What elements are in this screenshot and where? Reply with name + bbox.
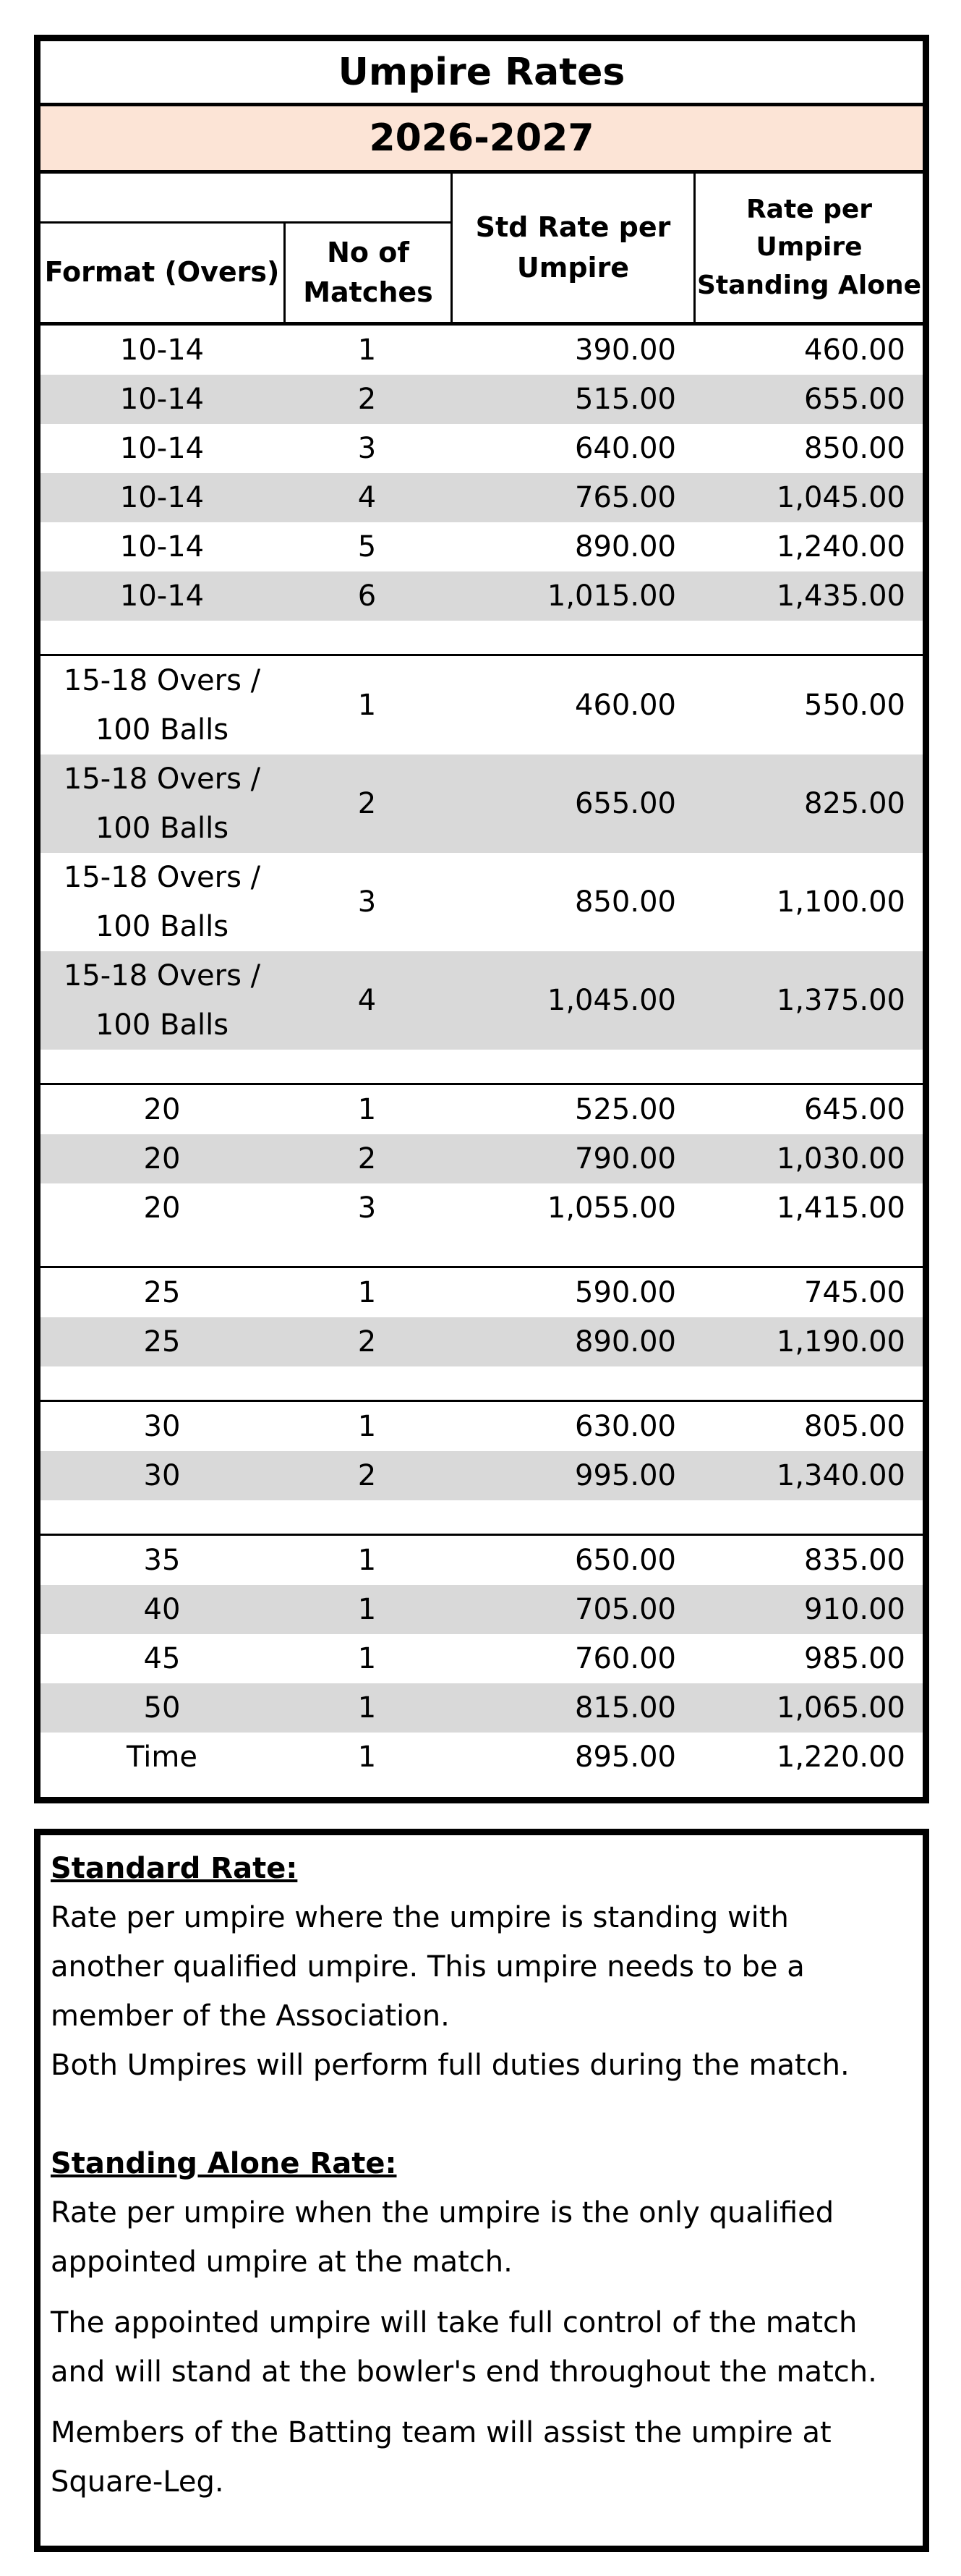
std-rate-cell: 1,055.00: [547, 1191, 676, 1225]
table-row: [40, 1634, 923, 1683]
matches-cell: 4: [357, 481, 377, 514]
table-row: [40, 1536, 923, 1585]
table-row: [40, 1733, 923, 1782]
header-vline-2: [450, 174, 453, 322]
alone-rate-cell: 745.00: [804, 1276, 905, 1309]
format-cell: 20: [143, 1191, 181, 1225]
alone-rate-cell: 1,435.00: [776, 579, 905, 613]
format-cell: 40: [143, 1593, 181, 1626]
matches-cell: 1: [357, 1593, 377, 1626]
format-cell: 15-18 Overs / 100 Balls: [63, 762, 261, 845]
std-rate-cell: 790.00: [575, 1142, 676, 1176]
std-rate-cell: 460.00: [575, 689, 676, 722]
table-row: [40, 424, 923, 473]
std-rate-cell: 1,045.00: [547, 984, 676, 1017]
rate-notes: [34, 1829, 929, 2552]
alone-rate-cell: 1,240.00: [776, 530, 905, 564]
std-rate-cell: 390.00: [575, 333, 676, 367]
header-alone-rate: Rate per Umpire Standing Alone: [696, 195, 922, 300]
std-rate-cell: 1,015.00: [547, 579, 676, 613]
header-vline-3: [693, 174, 696, 322]
alone-rate-cell: 1,375.00: [776, 984, 905, 1017]
matches-cell: 2: [357, 383, 377, 416]
std-rate-cell: 655.00: [575, 787, 676, 820]
table-row: [40, 1402, 923, 1451]
alone-rate-cell: 1,100.00: [776, 885, 905, 919]
std-rate-cell: 650.00: [575, 1544, 676, 1577]
alone-rate-cell: 1,045.00: [776, 481, 905, 514]
table-row: [40, 951, 923, 1050]
header-vline-1: [283, 221, 286, 322]
alone-rate-cell: 805.00: [804, 1410, 905, 1443]
format-cell: 20: [143, 1093, 181, 1126]
matches-cell: 1: [357, 1691, 377, 1725]
format-cell: 15-18 Overs / 100 Balls: [63, 959, 261, 1042]
matches-cell: 1: [357, 1093, 377, 1126]
standing-alone-heading: Standing Alone Rate:: [51, 2147, 397, 2180]
full-control-line: and will stand at the bowler's end throughout the match.: [51, 2355, 877, 2389]
batting-team-line: Members of the Batting team will assist the umpire at: [51, 2416, 832, 2449]
std-rate-cell: 525.00: [575, 1093, 676, 1126]
format-cell: 25: [143, 1325, 181, 1359]
format-cell: 35: [143, 1544, 181, 1577]
standard-rate-line: another qualified umpire. This umpire needs to be a: [51, 1950, 805, 1984]
table-row: [40, 1451, 923, 1500]
table-row: [40, 375, 923, 424]
alone-rate-cell: 460.00: [804, 333, 905, 367]
batting-team-line: Square-Leg.: [51, 2465, 224, 2499]
alone-rate-cell: 1,415.00: [776, 1191, 905, 1225]
header-std-rate: Std Rate per Umpire: [475, 211, 671, 284]
format-cell: 30: [143, 1459, 181, 1492]
format-cell: 15-18 Overs / 100 Balls: [63, 664, 261, 747]
standard-rate-line: Both Umpires will perform full duties during the match.: [51, 2049, 850, 2082]
alone-rate-cell: 1,220.00: [776, 1740, 905, 1774]
matches-cell: 2: [357, 787, 377, 820]
alone-rate-cell: 910.00: [804, 1593, 905, 1626]
alone-rate-cell: 825.00: [804, 787, 905, 820]
std-rate-cell: 995.00: [575, 1459, 676, 1492]
format-cell: 10-14: [119, 579, 205, 613]
std-rate-cell: 850.00: [575, 885, 676, 919]
group-separator: [40, 621, 923, 656]
std-rate-cell: 705.00: [575, 1593, 676, 1626]
group-separator: [40, 1050, 923, 1085]
alone-rate-cell: 1,190.00: [776, 1325, 905, 1359]
matches-cell: 2: [357, 1142, 377, 1176]
standing-alone-line: Rate per umpire when the umpire is the only qualified: [51, 2196, 834, 2229]
matches-cell: 5: [357, 530, 377, 564]
format-cell: 10-14: [119, 383, 205, 416]
std-rate-cell: 590.00: [575, 1276, 676, 1309]
table-row: [40, 1585, 923, 1634]
table-row: [40, 326, 923, 375]
season-band: 2026-2027: [40, 106, 923, 174]
std-rate-cell: 515.00: [575, 383, 676, 416]
alone-rate-cell: 1,065.00: [776, 1691, 905, 1725]
std-rate-cell: 895.00: [575, 1740, 676, 1774]
format-cell: 20: [143, 1142, 181, 1176]
group-separator: [40, 1366, 923, 1402]
table-row: [40, 1134, 923, 1183]
format-cell: 45: [143, 1642, 181, 1675]
standard-rate-heading: Standard Rate:: [51, 1852, 298, 1885]
std-rate-cell: 890.00: [575, 1325, 676, 1359]
format-cell: 50: [143, 1691, 181, 1725]
matches-cell: 1: [357, 1740, 377, 1774]
group-separator: [40, 1500, 923, 1536]
format-cell: 10-14: [119, 432, 205, 465]
table-row: [40, 571, 923, 621]
header-format: Format (Overs): [44, 256, 280, 289]
format-cell: 15-18 Overs / 100 Balls: [63, 861, 261, 943]
alone-rate-cell: 850.00: [804, 432, 905, 465]
format-cell: 10-14: [119, 530, 205, 564]
standard-rate-line: member of the Association.: [51, 1999, 450, 2033]
std-rate-cell: 760.00: [575, 1642, 676, 1675]
format-cell: 10-14: [119, 481, 205, 514]
table-row: [40, 1183, 923, 1233]
std-rate-cell: 640.00: [575, 432, 676, 465]
full-control-line: The appointed umpire will take full control of the match: [51, 2306, 858, 2339]
alone-rate-cell: 1,340.00: [776, 1459, 905, 1492]
matches-cell: 1: [357, 1544, 377, 1577]
table-title: Umpire Rates: [40, 41, 923, 106]
table-row: [40, 522, 923, 571]
std-rate-cell: 815.00: [575, 1691, 676, 1725]
matches-cell: 1: [357, 689, 377, 722]
format-cell: 25: [143, 1276, 181, 1309]
table-row: [40, 473, 923, 522]
table-row: [40, 1085, 923, 1134]
table-row: [40, 1683, 923, 1733]
alone-rate-cell: 550.00: [804, 689, 905, 722]
umpire-rates-table: [34, 35, 929, 1803]
format-cell: 10-14: [119, 333, 205, 367]
matches-cell: 3: [357, 1191, 377, 1225]
table-body: [40, 326, 923, 1782]
std-rate-cell: 630.00: [575, 1410, 676, 1443]
matches-cell: 1: [357, 1276, 377, 1309]
format-cell: 30: [143, 1410, 181, 1443]
std-rate-cell: 765.00: [575, 481, 676, 514]
std-rate-cell: 890.00: [575, 530, 676, 564]
alone-rate-cell: 655.00: [804, 383, 905, 416]
standard-rate-line: Rate per umpire where the umpire is standing with: [51, 1901, 789, 1934]
table-row: [40, 1268, 923, 1317]
header-matches: No of Matches: [303, 236, 433, 308]
matches-cell: 6: [357, 579, 377, 613]
table-row: [40, 1317, 923, 1366]
table-row: [40, 853, 923, 951]
matches-cell: 3: [357, 885, 377, 919]
matches-cell: 2: [357, 1459, 377, 1492]
matches-cell: 1: [357, 333, 377, 367]
table-row: [40, 656, 923, 754]
matches-cell: 3: [357, 432, 377, 465]
table-header: [40, 174, 923, 326]
alone-rate-cell: 835.00: [804, 1544, 905, 1577]
alone-rate-cell: 985.00: [804, 1642, 905, 1675]
format-cell: Time: [127, 1740, 197, 1774]
matches-cell: 4: [357, 984, 377, 1017]
standing-alone-line: appointed umpire at the match.: [51, 2245, 513, 2279]
group-separator: [40, 1233, 923, 1268]
alone-rate-cell: 645.00: [804, 1093, 905, 1126]
matches-cell: 1: [357, 1642, 377, 1675]
matches-cell: 2: [357, 1325, 377, 1359]
matches-cell: 1: [357, 1410, 377, 1443]
alone-rate-cell: 1,030.00: [776, 1142, 905, 1176]
table-row: [40, 754, 923, 853]
